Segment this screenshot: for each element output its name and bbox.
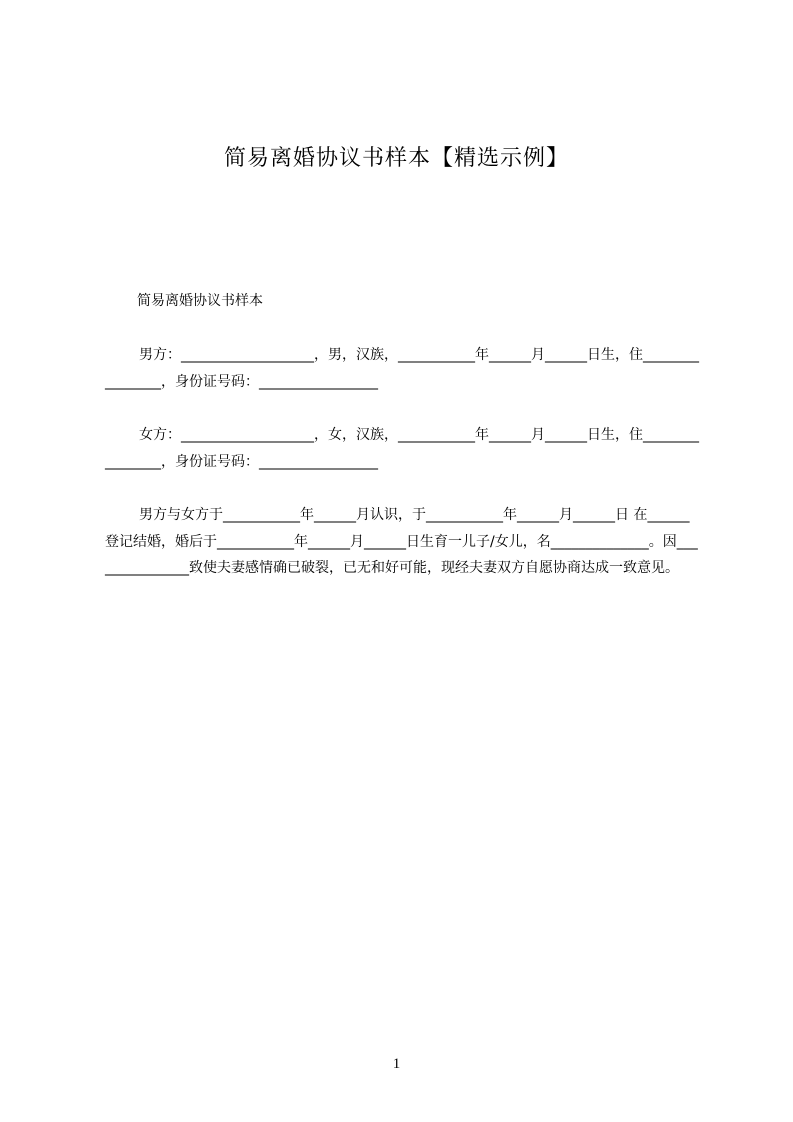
paragraph-text: 女方：___________________，女，汉族，___________年______月______日生，住________________，身份证号码：_________________ <box>105 427 699 470</box>
paragraph-text: 男方与女方于___________年______月认识，于___________年______月______日 在______登记结婚，婚后于___________年______月______日生育一儿子/女儿，名______________。因_______________致使夫妻感情确已破裂，已无和好可能，现经夫妻双方自愿协商达成一致意见。 <box>105 507 698 576</box>
page-number: 1 <box>392 1056 401 1072</box>
paragraph-female-party <box>105 422 701 475</box>
paragraph-male-party <box>105 342 701 395</box>
document-subtitle: 简易离婚协议书样本 <box>137 293 263 309</box>
document-title: 简易离婚协议书样本【精选示例】 <box>223 146 569 171</box>
paragraph-text: 男方：___________________，男，汉族，___________年______月______日生，住________________，身份证号码：_________________ <box>105 347 699 390</box>
paragraph-marriage-details <box>105 502 701 582</box>
